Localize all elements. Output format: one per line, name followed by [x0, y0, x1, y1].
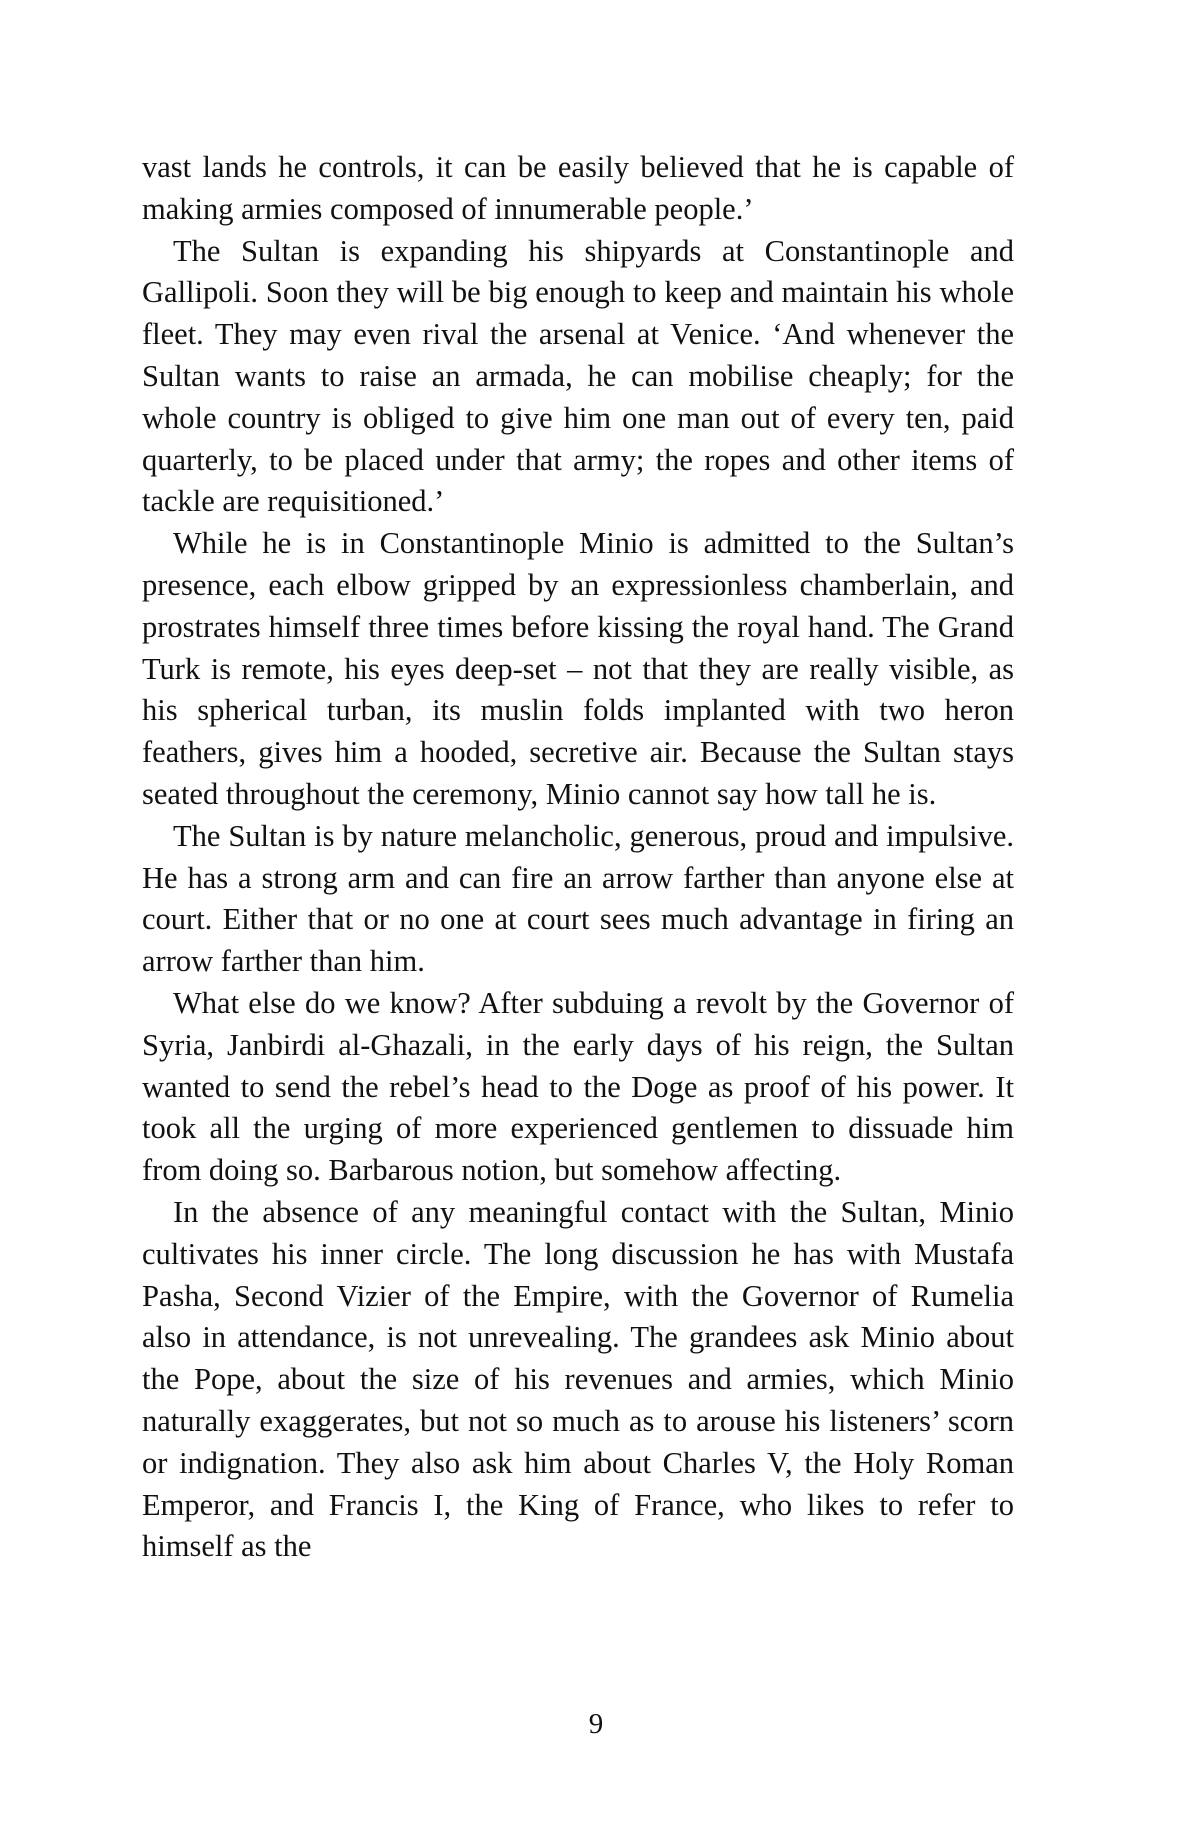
paragraph: In the absence of any meaningful contact with the Sultan, Minio cultivates his inner circle. The long discussion he has with Mustafa Pasha, Second Vizier of the Empire, with the Governor of Rumelia also in attendance, is not unrevealing. The grandees ask Minio about the Pope, about the size of his revenues and armies, which Minio naturally exaggerates, but not so much as to arouse his listeners’ scorn or indignation. They also ask him about Charles V, the Holy Roman Emperor, and Francis I, the King of France, who likes to refer to himself as the	[142, 1194, 1014, 1564]
paragraph-continued: vast lands he controls, it can be easily believed that he is capable of making armies composed of innumerable people.’	[142, 150, 1014, 226]
paragraph: The Sultan is by nature melancholic, generous, proud and impulsive. He has a strong arm and can fire an arrow farther than anyone else at court. Either that or no one at court sees much advantage in firing an arrow farther than him.	[142, 818, 1014, 979]
paragraph: The Sultan is expanding his shipyards at Constantinople and Gallipoli. Soon they will be big enough to keep and maintain his whole fleet. They may even rival the arsenal at Venice. ‘And whenever the Sultan wants to raise an armada, he can mobilise cheaply; for the whole country is obliged to give him one man out of every ten, paid quarterly, to be placed under that army; the ropes and other items of tackle are requisitioned.’	[142, 233, 1014, 519]
paragraph: What else do we know? After subduing a revolt by the Governor of Syria, Janbirdi al-Ghazali, in the early days of his reign, the Sultan wanted to send the rebel’s head to the Doge as proof of his power. It took all the urging of more experienced gentlemen to dissuade him from doing so. Barbarous notion, but somehow affecting.	[142, 985, 1014, 1188]
body-text	[142, 147, 1014, 1568]
page-number: 9	[588, 1708, 604, 1740]
paragraph: While he is in Constantinople Minio is admitted to the Sultan’s presence, each elbow gripped by an expressionless chamberlain, and prostrates himself three times before kissing the royal hand. The Grand Turk is remote, his eyes deep-set – not that they are really visible, as his spherical turban, its muslin folds implanted with two heron feathers, gives him a hooded, secretive air. Because the Sultan stays seated throughout the ceremony, Minio cannot say how tall he is.	[142, 526, 1014, 811]
